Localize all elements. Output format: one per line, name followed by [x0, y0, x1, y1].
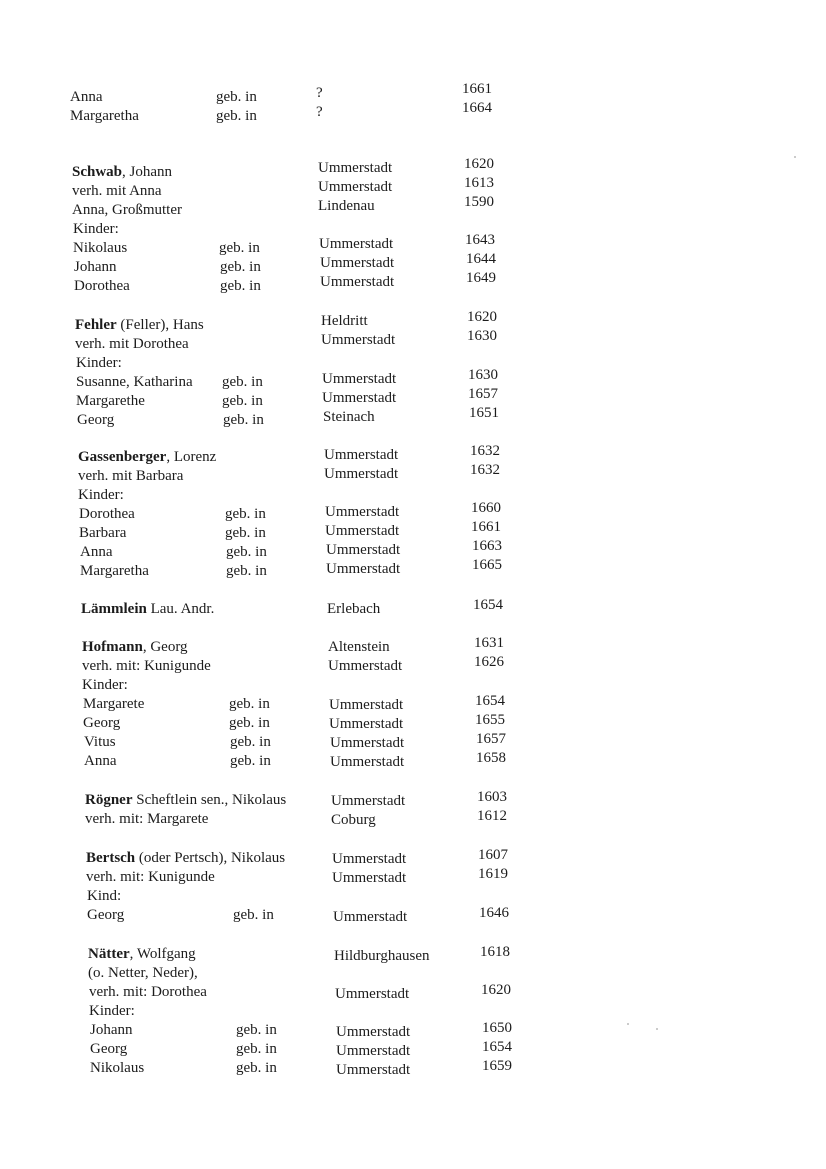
year: 1661 [471, 519, 501, 535]
family-surname: Hofmann [82, 639, 143, 655]
person-name [83, 695, 144, 714]
family-surname: Bertsch [86, 850, 136, 866]
name-text: Margarete [83, 696, 145, 712]
person-name [76, 392, 145, 411]
record-row [0, 714, 826, 733]
record-row [0, 635, 826, 657]
family-surname: Rögner [85, 792, 133, 808]
record-row [0, 676, 826, 695]
person-name [88, 945, 196, 964]
place: Steinach [323, 409, 375, 425]
name-text: Margaretha [70, 108, 139, 124]
year: 1620 [467, 309, 497, 325]
birth-note: geb. in [222, 393, 263, 409]
year: 1657 [468, 386, 498, 402]
record-row [0, 328, 826, 354]
name-text: Susanne, Katharina [76, 374, 193, 390]
person-name [74, 277, 130, 296]
family-surname: Lämmlein [81, 601, 147, 617]
person-name [88, 964, 198, 983]
person-name [72, 201, 182, 220]
record-row [0, 868, 826, 887]
year: 1626 [474, 654, 504, 670]
birth-note: geb. in [229, 696, 270, 712]
name-text: Kinder: [78, 487, 124, 503]
place: Ummerstadt [330, 754, 405, 770]
birth-note: geb. in [223, 412, 264, 428]
record-row [0, 443, 826, 467]
place: Ummerstadt [329, 697, 404, 713]
person-name [78, 467, 183, 486]
year: 1655 [475, 712, 505, 728]
year: 1632 [470, 443, 500, 459]
person-name [90, 1021, 133, 1040]
record-row [0, 519, 826, 543]
name-text: Georg [87, 907, 125, 923]
record-row [0, 849, 826, 868]
family-surname: Nätter [88, 946, 130, 962]
record-row [0, 887, 826, 906]
person-name [85, 810, 208, 829]
person-name [81, 600, 214, 619]
name-text: , Lorenz [166, 449, 217, 465]
person-name [85, 791, 286, 810]
birth-note: geb. in [225, 525, 266, 541]
person-name [73, 220, 119, 239]
record-row [0, 538, 826, 562]
name-text: , Johann [122, 164, 173, 180]
person-name [79, 505, 135, 524]
place: Ummerstadt [318, 179, 393, 195]
place: Coburg [331, 812, 376, 828]
name-text: Dorothea [79, 506, 135, 522]
record-row [0, 1002, 826, 1021]
year: 1618 [480, 944, 510, 960]
birth-note: geb. in [236, 1022, 277, 1038]
name-text: Georg [77, 412, 115, 428]
record-row [0, 557, 826, 581]
person-name [78, 486, 124, 505]
place: Ummerstadt [321, 332, 396, 348]
year: 1620 [481, 982, 511, 998]
year: 1651 [469, 405, 499, 421]
person-name [80, 562, 149, 581]
year: 1631 [474, 635, 504, 651]
place: Ummerstadt [320, 255, 395, 271]
record-row [0, 654, 826, 676]
person-name [86, 849, 285, 868]
birth-note: geb. in [220, 259, 261, 275]
place: Ummerstadt [322, 371, 397, 387]
person-name [84, 733, 116, 752]
name-text: Johann [74, 259, 117, 275]
birth-note: geb. in [219, 240, 260, 256]
person-name [77, 411, 114, 430]
name-text: Margaretha [80, 563, 149, 579]
place: Ummerstadt [329, 716, 404, 732]
name-text: verh. mit: Kunigunde [86, 869, 215, 885]
person-name [73, 239, 127, 258]
year: 1613 [464, 175, 494, 191]
record-row [0, 251, 826, 277]
year: 1658 [476, 750, 506, 766]
record-row [0, 194, 826, 220]
place: Ummerstadt [336, 1043, 411, 1059]
birth-note: geb. in [233, 907, 274, 923]
person-name [72, 163, 172, 182]
person-name [82, 638, 188, 657]
name-text: , Wolfgang [129, 946, 196, 962]
family-surname: Fehler [75, 317, 117, 333]
year: 1649 [466, 270, 496, 286]
birth-note: geb. in [229, 715, 270, 731]
year: 1661 [462, 81, 492, 97]
record-row [0, 964, 826, 983]
record-row [0, 309, 826, 335]
name-text: Anna, Großmutter [72, 202, 182, 218]
year: 1644 [466, 251, 496, 267]
scan-speck [794, 156, 796, 158]
record-row [0, 232, 826, 258]
place: Ummerstadt [326, 561, 401, 577]
person-name [76, 354, 122, 373]
place: Ummerstadt [324, 466, 399, 482]
name-text: , Georg [142, 639, 188, 655]
year: 1663 [472, 538, 502, 554]
birth-note: geb. in [225, 506, 266, 522]
place: Ummerstadt [332, 870, 407, 886]
name-text: Georg [90, 1041, 128, 1057]
name-text: Scheftlein sen., Nikolaus [132, 792, 287, 808]
year: 1664 [462, 100, 492, 116]
name-text: verh. mit Anna [72, 183, 162, 199]
name-text: Barbara [79, 525, 127, 541]
person-name [89, 1002, 135, 1021]
name-text: Kinder: [82, 677, 128, 693]
year: 1643 [465, 232, 495, 248]
place: Lindenau [318, 198, 375, 214]
record-row [0, 354, 826, 373]
person-name [87, 887, 121, 906]
record-row [0, 695, 826, 714]
person-name [83, 714, 120, 733]
place: Ummerstadt [328, 658, 403, 674]
name-text: Georg [83, 715, 121, 731]
name-text: verh. mit: Dorothea [89, 984, 207, 1000]
name-text: Anna [70, 89, 103, 105]
person-name [76, 373, 193, 392]
place: Ummerstadt [332, 851, 407, 867]
record-row [0, 1021, 826, 1040]
year: 1657 [476, 731, 506, 747]
person-name [75, 316, 204, 335]
scan-speck [627, 1023, 629, 1025]
year: 1659 [482, 1058, 512, 1074]
person-name [86, 868, 215, 887]
place: Altenstein [328, 639, 390, 655]
place: Ummerstadt [326, 542, 401, 558]
person-name [80, 543, 113, 562]
birth-note: geb. in [216, 89, 257, 105]
birth-note: geb. in [220, 278, 261, 294]
birth-note: geb. in [222, 374, 263, 390]
place: Ummerstadt [336, 1062, 411, 1078]
place: Ummerstadt [322, 390, 397, 406]
year: 1654 [482, 1039, 512, 1055]
place: Ummerstadt [331, 793, 406, 809]
record-row [0, 810, 826, 829]
name-text: (o. Netter, Neder), [88, 965, 198, 981]
birth-note: geb. in [226, 544, 267, 560]
scan-speck [656, 1028, 658, 1030]
place: Ummerstadt [330, 735, 405, 751]
year: 1612 [477, 808, 507, 824]
person-name [75, 335, 189, 354]
place: Ummerstadt [324, 447, 399, 463]
name-text: verh. mit: Kunigunde [82, 658, 211, 674]
record-row [0, 733, 826, 752]
record-row [0, 100, 826, 126]
place: Ummerstadt [333, 909, 408, 925]
name-text: (oder Pertsch), Nikolaus [135, 850, 286, 866]
family-surname: Schwab [72, 164, 123, 180]
person-name [78, 448, 216, 467]
name-text: Lau. Andr. [146, 601, 215, 617]
year: 1632 [470, 462, 500, 478]
name-text: Kinder: [89, 1003, 135, 1019]
record-row [0, 500, 826, 524]
year: 1660 [471, 500, 501, 516]
record-row [0, 1040, 826, 1059]
year: 1665 [472, 557, 502, 573]
person-name [90, 1059, 144, 1078]
record-row [0, 791, 826, 810]
person-name [84, 752, 117, 771]
place: Ummerstadt [325, 504, 400, 520]
year: 1650 [482, 1020, 512, 1036]
birth-note: geb. in [230, 734, 271, 750]
name-text: Anna [84, 753, 117, 769]
record-row [0, 270, 826, 296]
record-row [0, 486, 826, 505]
name-text: Nikolaus [73, 240, 128, 256]
record-row [0, 156, 826, 182]
name-text: Anna [80, 544, 113, 560]
record-row [0, 1059, 826, 1078]
person-name [79, 524, 126, 543]
place: Erlebach [327, 601, 381, 617]
family-surname: Gassenberger [78, 449, 167, 465]
place: ? [316, 85, 323, 101]
place: Heldritt [321, 313, 368, 329]
record-row [0, 462, 826, 486]
year: 1619 [478, 866, 508, 882]
record-row [0, 405, 826, 430]
record-row [0, 386, 826, 411]
birth-note: geb. in [230, 753, 271, 769]
year: 1630 [467, 328, 497, 344]
name-text: Kinder: [73, 221, 119, 237]
place: Hildburghausen [334, 948, 430, 964]
year: 1607 [478, 847, 508, 863]
record-row [0, 81, 826, 107]
name-text: Vitus [84, 734, 116, 750]
name-text: Dorothea [74, 278, 130, 294]
name-text: Margarethe [76, 393, 145, 409]
name-text: Johann [90, 1022, 133, 1038]
record-row [0, 983, 826, 1002]
place: Ummerstadt [336, 1024, 411, 1040]
person-name [72, 182, 162, 201]
place: Ummerstadt [335, 986, 410, 1002]
place: Ummerstadt [319, 236, 394, 252]
year: 1603 [477, 789, 507, 805]
year: 1620 [464, 156, 494, 172]
birth-note: geb. in [216, 108, 257, 124]
person-name [89, 983, 207, 1002]
person-name [90, 1040, 127, 1059]
record-row [0, 220, 826, 239]
year: 1654 [475, 693, 505, 709]
place: ? [316, 104, 323, 120]
record-row [0, 175, 826, 201]
birth-note: geb. in [236, 1060, 277, 1076]
year: 1654 [473, 597, 503, 613]
name-text: verh. mit Barbara [78, 468, 184, 484]
year: 1646 [479, 905, 509, 921]
record-row [0, 597, 826, 619]
person-name [87, 906, 124, 925]
person-name [82, 676, 128, 695]
name-text: verh. mit: Margarete [85, 811, 209, 827]
name-text: Kind: [87, 888, 122, 904]
place: Ummerstadt [320, 274, 395, 290]
name-text: verh. mit Dorothea [75, 336, 189, 352]
place: Ummerstadt [318, 160, 393, 176]
record-row [0, 906, 826, 925]
person-name [70, 88, 103, 107]
birth-note: geb. in [236, 1041, 277, 1057]
name-text: Nikolaus [90, 1060, 145, 1076]
year: 1630 [468, 367, 498, 383]
name-text: (Feller), Hans [116, 317, 204, 333]
record-row [0, 367, 826, 392]
record-row [0, 945, 826, 964]
record-row [0, 752, 826, 771]
place: Ummerstadt [325, 523, 400, 539]
name-text: Kinder: [76, 355, 122, 371]
person-name [82, 657, 211, 676]
person-name [74, 258, 117, 277]
person-name [70, 107, 139, 126]
year: 1590 [464, 194, 494, 210]
birth-note: geb. in [226, 563, 267, 579]
